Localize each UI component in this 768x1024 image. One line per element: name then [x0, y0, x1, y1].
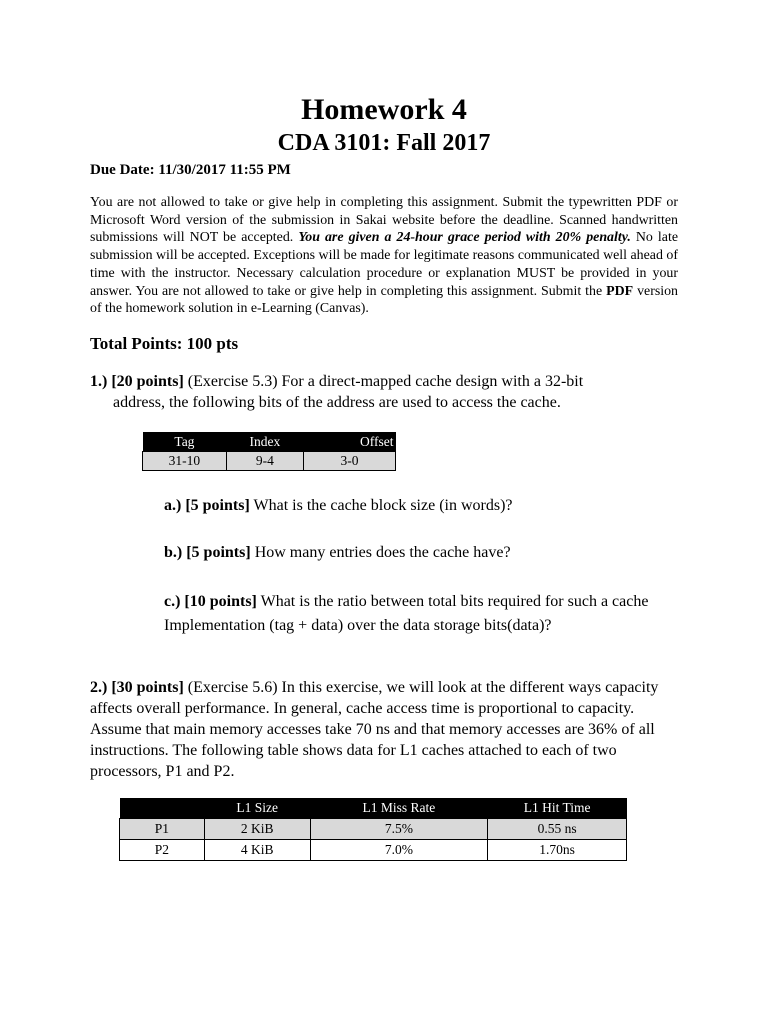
question-1c-text: What is the ratio between total bits required for such a cache Implementation (tag + data) over the data storage bits(data)?	[164, 593, 649, 634]
question-1b	[164, 541, 684, 565]
table-row	[143, 452, 396, 471]
instructions-paragraph	[90, 194, 678, 318]
table-header-cell: L1 Hit Time	[488, 798, 627, 819]
instructions-text-2: No late submission will be accepted. Exceptions will be made for legitimate reasons communicated well ahead of time with the instructor. Necessary calculation procedure or explanation MUST be provided in your answer. You are not allowed to take or give help in completing this assignment. Submit the	[90, 230, 678, 299]
address-bits-table	[142, 432, 396, 471]
table-cell: 9-4	[226, 452, 303, 471]
question-1	[90, 371, 690, 413]
table-cell: 31-10	[143, 452, 227, 471]
question-2-text: (Exercise 5.6) In this exercise, we will look at the different ways capacity affects overall performance. In general, cache access time is proportional to capacity. Assume that main memory accesses take 70 ns and that memory accesses are 36% of all instructions. The following table shows data for L1 caches attached to each of two processors, P1 and P2.	[90, 679, 659, 780]
question-1b-text: How many entries does the cache have?	[250, 544, 511, 561]
table-cell: 4 KiB	[204, 840, 310, 861]
question-1a	[164, 494, 684, 518]
table-header-cell: Offset	[304, 432, 396, 452]
question-2-label: 2.) [30 points]	[90, 679, 184, 696]
table-header-cell: Tag	[143, 432, 227, 452]
table-cell: P1	[120, 819, 205, 840]
table-header-cell: L1 Miss Rate	[310, 798, 488, 819]
table-header-cell	[120, 798, 205, 819]
total-points: Total Points: 100 pts	[90, 334, 239, 353]
table-cell: 1.70ns	[488, 840, 627, 861]
table-cell: 0.55 ns	[488, 819, 627, 840]
question-1a-label: a.) [5 points]	[164, 497, 250, 514]
instructions-text-1: You are not allowed to take or give help in completing this assignment. Submit the typewritten PDF or Microsoft Word version of the submission in Sakai website before the deadline. Scanned handwritten submissions will NOT be accepted.	[90, 195, 678, 246]
table-header-row	[143, 432, 396, 452]
page-title: Homework 4	[301, 93, 467, 126]
table-header-cell: Index	[226, 432, 303, 452]
question-1-label: 1.) [20 points]	[90, 373, 184, 390]
table-cell: 3-0	[304, 452, 396, 471]
table-cell: 2 KiB	[204, 819, 310, 840]
table-cell: P2	[120, 840, 205, 861]
instructions-text-3: version of the homework solution in e-Learning (Canvas).	[90, 283, 678, 317]
table-row	[120, 819, 627, 840]
question-1b-label: b.) [5 points]	[164, 544, 251, 561]
question-2	[90, 677, 680, 782]
question-1-text-line2: address, the following bits of the address are used to access the cache.	[113, 394, 561, 411]
question-1a-text: What is the cache block size (in words)?	[249, 497, 513, 514]
table-cell: 7.5%	[310, 819, 488, 840]
due-date: Due Date: 11/30/2017 11:55 PM	[90, 162, 291, 178]
question-1c-label: c.) [10 points]	[164, 593, 257, 610]
l1-cache-table	[119, 798, 627, 861]
pdf-text: PDF	[606, 283, 634, 299]
course-title: CDA 3101: Fall 2017	[277, 130, 491, 156]
table-row	[120, 840, 627, 861]
table-header-row	[120, 798, 627, 819]
question-1c	[164, 590, 684, 638]
question-1-text-line1: (Exercise 5.3) For a direct-mapped cache design with a 32-bit	[183, 373, 584, 390]
grace-period-text: You are given a 24-hour grace period with 20% penalty.	[298, 230, 631, 246]
table-cell: 7.0%	[310, 840, 488, 861]
table-header-cell: L1 Size	[204, 798, 310, 819]
